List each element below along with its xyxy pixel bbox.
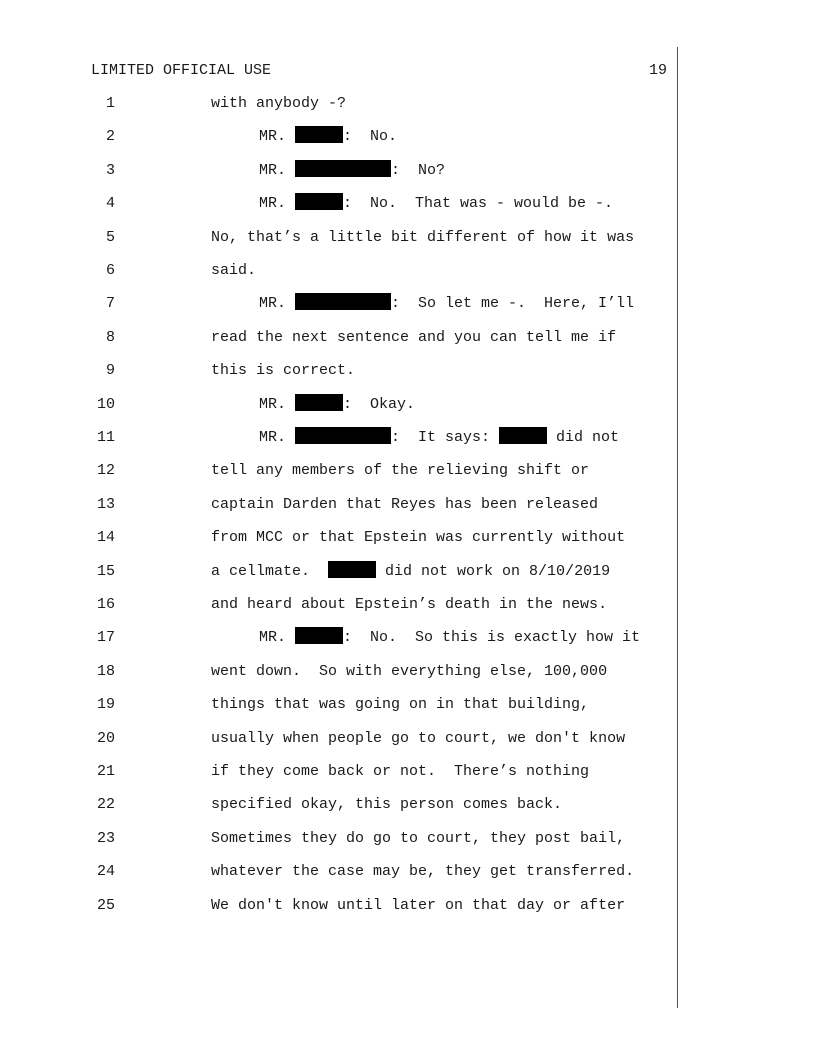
line-text-segment: MR. <box>259 195 296 213</box>
redaction-box <box>295 427 391 444</box>
redaction-box <box>295 394 343 411</box>
line-text-segment: : No? <box>391 161 446 179</box>
line-text-segment: said. <box>211 262 257 279</box>
line-number: 16 <box>96 596 115 613</box>
line-text <box>211 594 607 616</box>
line-text <box>259 126 397 148</box>
line-text <box>211 861 634 883</box>
line-text-segment: MR. <box>259 161 296 179</box>
line-number: 1 <box>105 95 115 112</box>
line-number: 17 <box>96 629 115 647</box>
line-text <box>211 460 589 482</box>
line-text <box>211 561 610 583</box>
line-text <box>211 761 589 783</box>
line-text <box>211 527 625 549</box>
line-text <box>259 627 640 649</box>
line-number: 2 <box>105 128 115 146</box>
line-text <box>211 360 355 382</box>
line-text-segment: specified okay, this person comes back. <box>211 796 563 814</box>
line-text-segment: : So let me -. Here, I’ll <box>391 295 635 313</box>
line-text-segment: MR. <box>259 128 296 146</box>
line-number: 21 <box>96 763 115 780</box>
line-number: 6 <box>105 262 115 279</box>
line-text-segment: things that was going on in that building, <box>211 696 590 714</box>
line-text-segment: did not <box>547 429 620 446</box>
line-number: 10 <box>96 395 115 413</box>
line-number: 4 <box>105 195 115 213</box>
line-text-segment: We don't know until later on that day or after <box>211 896 626 914</box>
line-text-segment: and heard about Epstein’s death in the news. <box>211 596 608 613</box>
line-text-segment: tell any members of the relieving shift or <box>211 462 590 480</box>
redaction-box <box>295 627 343 644</box>
line-text-segment: a cellmate. <box>211 562 329 580</box>
line-text <box>211 93 346 115</box>
line-text <box>211 327 616 349</box>
line-text-segment: MR. <box>259 629 296 647</box>
line-text <box>211 728 625 750</box>
line-text <box>211 694 589 716</box>
line-text-segment: captain Darden that Reyes has been released <box>211 495 599 513</box>
redaction-box <box>295 293 391 310</box>
line-text-segment: whatever the case may be, they get transferred. <box>211 863 635 881</box>
line-number: 8 <box>105 328 115 346</box>
line-text <box>259 193 613 215</box>
line-number: 19 <box>96 696 115 714</box>
line-text-segment: Sometimes they do go to court, they post bail, <box>211 829 626 847</box>
line-text <box>211 895 625 917</box>
line-text-segment: usually when people go to court, we don't know <box>211 729 626 747</box>
line-text-segment: did not work on 8/10/2019 <box>376 562 611 580</box>
line-text-segment: : No. So this is exactly how it <box>343 629 641 647</box>
redaction-box <box>499 427 547 444</box>
line-number: 5 <box>105 228 115 246</box>
line-number: 9 <box>105 362 115 380</box>
line-text-segment: with anybody -? <box>211 95 347 112</box>
line-number: 25 <box>96 896 115 914</box>
line-text <box>259 394 415 416</box>
redaction-box <box>295 193 343 210</box>
line-text-segment: : No. <box>343 128 398 146</box>
line-number: 24 <box>96 863 115 881</box>
classification-header: LIMITED OFFICIAL USE <box>91 62 272 79</box>
line-number: 11 <box>96 429 115 446</box>
line-number: 7 <box>105 295 115 313</box>
line-text-segment: this is correct. <box>211 362 356 380</box>
right-margin-rule <box>677 47 678 1008</box>
line-text <box>259 160 445 182</box>
redaction-box <box>328 561 376 578</box>
page-number: 19 <box>648 62 667 79</box>
line-text-segment: from MCC or that Epstein was currently without <box>211 529 626 547</box>
line-text <box>259 427 619 449</box>
line-number: 22 <box>96 796 115 814</box>
line-number: 14 <box>96 529 115 547</box>
line-text <box>259 293 634 315</box>
line-number: 23 <box>96 829 115 847</box>
line-text-segment: MR. <box>259 395 296 413</box>
line-text-segment: if they come back or not. There’s nothing <box>211 763 590 780</box>
line-text-segment: : It says: <box>391 429 500 446</box>
line-number: 13 <box>96 495 115 513</box>
line-text <box>211 260 256 282</box>
line-number: 20 <box>96 729 115 747</box>
line-text <box>211 494 598 516</box>
line-text-segment: : Okay. <box>343 395 416 413</box>
line-number: 3 <box>105 161 115 179</box>
line-number: 18 <box>96 662 115 680</box>
line-text-segment: MR. <box>259 429 296 446</box>
line-text-segment: : No. That was - would be -. <box>343 195 614 213</box>
line-text-segment: No, that’s a little bit different of how it was <box>211 228 635 246</box>
line-text <box>211 661 607 683</box>
line-text-segment: went down. So with everything else, 100,000 <box>211 662 608 680</box>
line-number: 15 <box>96 562 115 580</box>
line-number: 12 <box>96 462 115 480</box>
line-text <box>211 828 625 850</box>
redaction-box <box>295 160 391 177</box>
line-text <box>211 794 562 816</box>
line-text <box>211 227 634 249</box>
line-text-segment: read the next sentence and you can tell me if <box>211 328 617 346</box>
redaction-box <box>295 126 343 143</box>
line-text-segment: MR. <box>259 295 296 313</box>
